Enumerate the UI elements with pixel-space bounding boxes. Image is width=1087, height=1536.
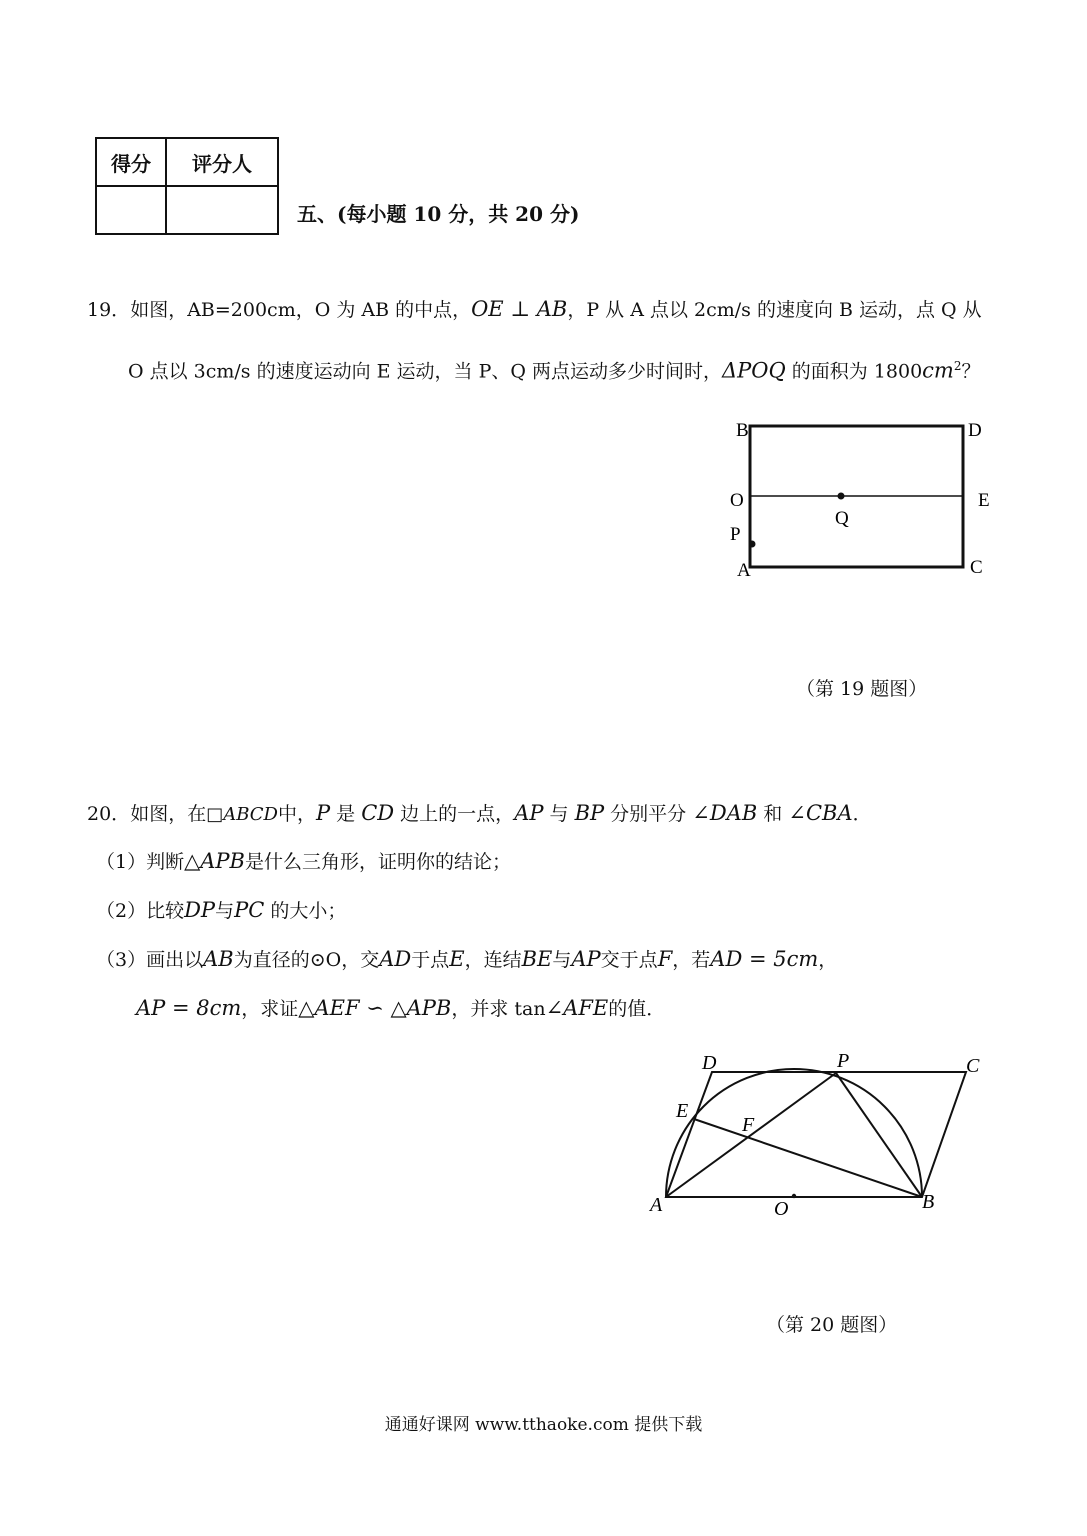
q20-label-d: D — [702, 1052, 717, 1074]
section-title: 五、(每小题 10 分，共 20 分) — [297, 202, 580, 226]
q19-label-b: B — [736, 420, 749, 441]
q19-label-a: A — [737, 560, 751, 581]
q20-math: F — [657, 947, 673, 971]
q19-unit: cm — [922, 358, 954, 383]
q20-math: AP — [514, 801, 544, 825]
q20-label-e: E — [676, 1100, 689, 1122]
q20-point-o — [792, 1194, 796, 1198]
q20-math: △AEF ∽ △APB — [298, 996, 452, 1020]
q20-text: （1）判断 — [96, 851, 185, 873]
q19-line2 — [128, 352, 981, 385]
q19-text: 的面积为 1800 — [785, 360, 923, 383]
q20-math: BE — [521, 947, 553, 971]
score-table — [95, 137, 279, 235]
page-footer: 通通好课网 www.tthaoke.com 提供下载 — [384, 1415, 703, 1435]
q20-text: （2）比较 — [96, 900, 185, 922]
q20-sub1 — [96, 847, 511, 876]
q19-unit-exp: 2 — [953, 359, 962, 373]
q19-label-c: C — [970, 557, 983, 578]
q20-text: 是 — [330, 803, 362, 825]
q20-text: 与 — [215, 900, 235, 922]
score-header: 得分 — [96, 138, 166, 186]
q20-text: 中， — [277, 803, 316, 825]
q20-label-o: O — [774, 1198, 789, 1220]
q20-text: ，若 — [672, 949, 711, 971]
q20-figure — [640, 1045, 990, 1230]
q19-line1 — [87, 295, 982, 324]
q20-line1 — [87, 799, 872, 829]
q20-segment-bp — [836, 1073, 922, 1197]
q19-label-p: P — [730, 524, 741, 545]
q20-label-f: F — [742, 1114, 755, 1136]
q20-math: E — [449, 947, 465, 971]
q20-text: 如图，在 — [130, 803, 207, 825]
q20-text: 交于点 — [600, 949, 658, 971]
q20-semicircle — [666, 1069, 922, 1197]
q19-number: 19． — [87, 299, 131, 321]
q19-math-triangle: ΔPOQ — [721, 358, 786, 383]
q19-label-e: E — [978, 490, 990, 511]
grader-cell — [166, 186, 278, 234]
q20-text: ，连结 — [464, 949, 522, 971]
q19-label-q: Q — [835, 508, 849, 529]
q20-text: ，并求 tan — [451, 998, 546, 1020]
q20-sub3 — [96, 945, 837, 974]
q20-math: ∠CBA — [788, 801, 853, 825]
q20-math: AP — [571, 947, 601, 971]
grader-header: 评分人 — [166, 138, 278, 186]
q20-text: 为直径的⊙O，交 — [233, 949, 380, 971]
q19-label-o: O — [730, 490, 744, 511]
q19-point-q — [838, 493, 845, 500]
q20-math: △APB — [184, 849, 245, 873]
q20-text: 边上的一点， — [394, 803, 515, 825]
q20-label-p: P — [837, 1050, 850, 1072]
q20-text: ， — [818, 949, 838, 971]
q20-text: 分别平分 — [604, 803, 693, 825]
q20-math: AP = 8cm — [136, 996, 242, 1020]
q20-text: 是什么三角形，证明你的结论； — [244, 851, 511, 873]
q20-text: 与 — [552, 949, 572, 971]
q20-math: DP — [184, 898, 216, 922]
score-cell — [96, 186, 166, 234]
q20-math: AD = 5cm — [710, 947, 819, 971]
q19-text: O 点以 3cm/s 的速度运动向 E 运动，当 P、Q 两点运动多少时间时， — [128, 360, 722, 383]
q20-text: 与 — [543, 803, 575, 825]
q20-text: 于点 — [411, 949, 450, 971]
q20-math: ∠DAB — [692, 801, 758, 825]
q20-math-parallelogram: □ABCD — [206, 804, 278, 825]
q20-text: ． — [852, 803, 872, 825]
q20-math: CD — [361, 801, 395, 825]
q19-text: ？ — [961, 360, 981, 383]
q20-caption: （第 20 题图） — [766, 1314, 898, 1336]
q20-label-a: A — [650, 1194, 663, 1216]
q19-caption: （第 19 题图） — [796, 678, 928, 700]
q19-text: ，P 从 A 点以 2cm/s 的速度向 B 运动，点 Q 从 — [567, 299, 982, 321]
q20-math: PC — [234, 898, 265, 922]
q20-number: 20． — [87, 803, 131, 825]
q20-text: （3）画出以 — [96, 949, 204, 971]
q20-math: BP — [574, 801, 605, 825]
q19-figure — [720, 410, 1010, 585]
q20-text: 和 — [757, 803, 789, 825]
q20-sub3-cont — [136, 994, 665, 1023]
q19-label-d: D — [968, 420, 982, 441]
q20-text: 的值． — [608, 998, 666, 1020]
q19-math-oe-ab: OE ⊥ AB — [471, 297, 568, 321]
q20-label-b: B — [922, 1191, 935, 1213]
q20-text: 的大小； — [264, 900, 347, 922]
q20-text: ，求证 — [241, 998, 299, 1020]
q20-sub2 — [96, 896, 346, 925]
q20-math: AB — [203, 947, 234, 971]
q20-math: AD — [379, 947, 412, 971]
q20-label-c: C — [966, 1055, 980, 1077]
q20-math: P — [316, 801, 331, 825]
q19-text: 如图，AB=200cm，O 为 AB 的中点， — [130, 299, 472, 321]
q20-segment-be — [694, 1119, 922, 1197]
q19-point-p — [749, 541, 756, 548]
q20-math: ∠AFE — [545, 996, 609, 1020]
